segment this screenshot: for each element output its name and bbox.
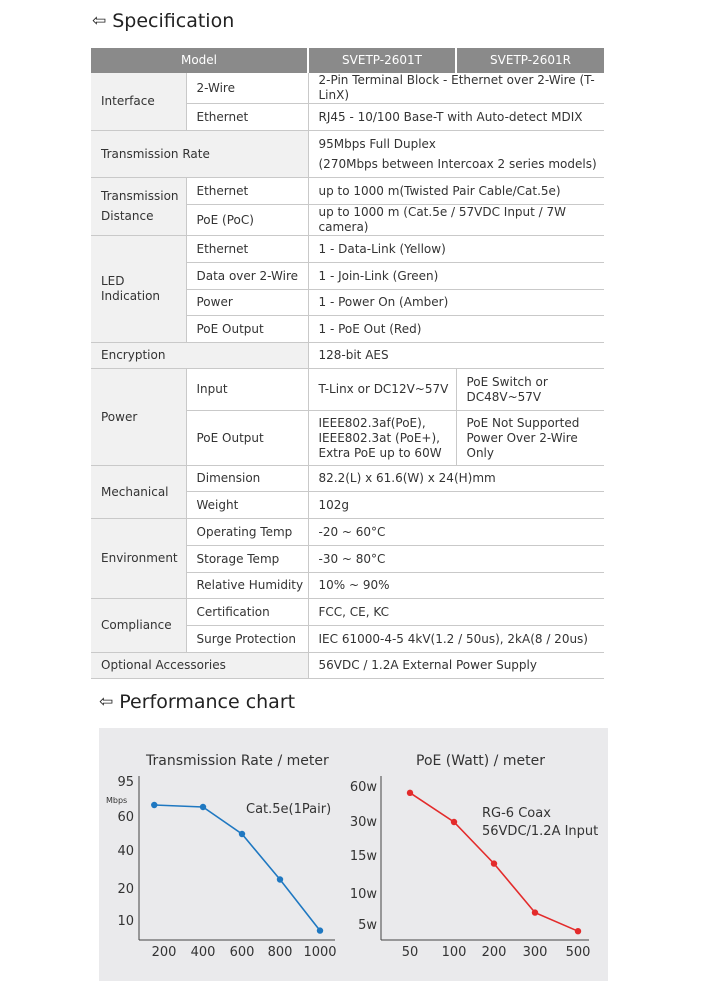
chart1-y-tick-label: 60 (117, 810, 134, 825)
value-distance-poc: up to 1000 m (Cat.5e / 57VDC Input / 7W camera) (308, 205, 604, 236)
value-line: DC48V~57V (466, 389, 542, 404)
table-row (91, 519, 604, 546)
chart2-x-tick-label: 200 (481, 945, 507, 960)
chart1-unit-label: Mbps (106, 796, 128, 805)
value-line: PoE Switch or (466, 374, 548, 389)
sub-dimension: Dimension (186, 466, 308, 492)
value-line: 95Mbps Full Duplex (318, 136, 436, 151)
header-svetp-2601r: SVETP-2601R (456, 48, 604, 73)
value-transmission-rate (308, 131, 604, 178)
chart2-y-tick-label: 30w (349, 815, 377, 830)
sub-ethernet: Ethernet (186, 236, 308, 263)
value-led-data: 1 - Join-Link (Green) (308, 263, 604, 290)
chart1-y-tick-label: 95 (117, 775, 134, 790)
chart1-data-point (151, 802, 157, 808)
value-optional-accessories: 56VDC / 1.2A External Power Supply (308, 653, 604, 679)
sub-poe-output: PoE Output (186, 411, 308, 466)
sub-input: Input (186, 369, 308, 411)
value-line: IEEE802.3at (PoE+), (318, 430, 440, 445)
value-operating-temp: -20 ~ 60°C (308, 519, 604, 546)
chart2-y-tick-label: 5w (358, 918, 377, 933)
sub-certification: Certification (186, 599, 308, 626)
value-line: PoE Not Supported (466, 415, 580, 430)
specification-table (91, 48, 604, 679)
group-transmission-rate: Transmission Rate (91, 131, 308, 178)
value-weight: 102g (308, 492, 604, 519)
table-row (91, 131, 604, 178)
table-row (91, 369, 604, 411)
chart1-data-point (239, 831, 245, 837)
value-power-input-t: T-Linx or DC12V~57V (308, 369, 456, 411)
table-row (91, 343, 604, 369)
value-encryption: 128-bit AES (308, 343, 604, 369)
chart2-data-point (407, 790, 413, 796)
chart1-title: Transmission Rate / meter (146, 753, 329, 769)
chart2-x-tick-label: 500 (565, 945, 591, 960)
chart2-annotation-line2: 56VDC/1.2A Input (482, 824, 599, 839)
sub-power: Power (186, 290, 308, 316)
chart1-y-tick-label: 20 (117, 882, 134, 897)
performance-heading (99, 691, 295, 713)
group-label-line: Transmission (101, 189, 179, 203)
performance-charts-svg (99, 728, 608, 981)
chart1-series-line (154, 805, 320, 931)
header-model: Model (91, 48, 308, 73)
value-led-ethernet: 1 - Data-Link (Yellow) (308, 236, 604, 263)
sub-ethernet: Ethernet (186, 104, 308, 131)
chart1-x-tick-label: 200 (151, 945, 177, 960)
group-transmission-distance (91, 178, 186, 236)
value-line: IEEE802.3af(PoE), (318, 415, 426, 430)
chart2-x-tick-label: 50 (401, 945, 419, 960)
sub-weight: Weight (186, 492, 308, 519)
chart2-y-tick-label: 60w (349, 780, 377, 795)
group-label-line: LED (101, 274, 125, 288)
arrow-left-icon: ⇦ (92, 11, 107, 31)
chart1-annotation: Cat.5e(1Pair) (246, 802, 332, 817)
performance-title: Performance chart (119, 691, 296, 713)
group-label-line: Distance (101, 209, 154, 223)
chart2-y-tick-label: 10w (349, 887, 377, 902)
chart2-data-point (451, 819, 457, 825)
value-certification: FCC, CE, KC (308, 599, 604, 626)
sub-ethernet: Ethernet (186, 178, 308, 205)
group-optional-accessories: Optional Accessories (91, 653, 308, 679)
group-encryption: Encryption (91, 343, 308, 369)
sub-poe-output: PoE Output (186, 316, 308, 343)
value-line: Extra PoE up to 60W (318, 445, 442, 460)
group-led-indication (91, 236, 186, 343)
value-2-wire: 2-Pin Terminal Block - Ethernet over 2-Wire (T-LinX) (308, 73, 604, 104)
table-row (91, 178, 604, 205)
group-mechanical: Mechanical (91, 466, 186, 519)
chart2-data-point (532, 909, 538, 915)
sub-data-over-2-wire: Data over 2-Wire (186, 263, 308, 290)
sub-surge-protection: Surge Protection (186, 626, 308, 653)
chart2-data-point (575, 928, 581, 934)
value-power-poe-t (308, 411, 456, 466)
group-label-line: Indication (101, 289, 161, 303)
value-ethernet: RJ45 - 10/100 Base-T with Auto-detect MDIX (308, 104, 604, 131)
chart2-annotation-line1: RG-6 Coax (482, 806, 551, 821)
value-line: (270Mbps between Intercoax 2 series models) (318, 156, 597, 171)
table-row (91, 466, 604, 492)
chart1-x-tick-label: 400 (190, 945, 216, 960)
chart1-y-tick-label: 10 (117, 914, 134, 929)
chart1-x-tick-label: 600 (229, 945, 255, 960)
performance-chart-panel (99, 728, 608, 981)
table-header-row (91, 48, 604, 73)
chart1-data-point (317, 927, 323, 933)
value-led-poe-output: 1 - PoE Out (Red) (308, 316, 604, 343)
value-storage-temp: -30 ~ 80°C (308, 546, 604, 573)
header-svetp-2601t: SVETP-2601T (308, 48, 456, 73)
chart1-y-tick-label: 40 (117, 844, 134, 859)
specification-title: Specification (112, 10, 235, 32)
chart1-data-point (277, 876, 283, 882)
sub-storage-temp: Storage Temp (186, 546, 308, 573)
specification-heading (92, 10, 234, 32)
value-led-power: 1 - Power On (Amber) (308, 290, 604, 316)
value-distance-ethernet: up to 1000 m(Twisted Pair Cable/Cat.5e) (308, 178, 604, 205)
sub-relative-humidity: Relative Humidity (186, 573, 308, 599)
group-power: Power (91, 369, 186, 466)
table-row (91, 236, 604, 263)
chart2-y-tick-label: 15w (349, 849, 377, 864)
value-relative-humidity: 10% ~ 90% (308, 573, 604, 599)
chart2-title: PoE (Watt) / meter (416, 753, 545, 769)
value-dimension: 82.2(L) x 61.6(W) x 24(H)mm (308, 466, 604, 492)
group-compliance: Compliance (91, 599, 186, 653)
sub-poe-poc: PoE (PoC) (186, 205, 308, 236)
chart2-x-tick-label: 100 (441, 945, 467, 960)
arrow-left-icon: ⇦ (99, 692, 114, 712)
chart1-x-tick-label: 800 (267, 945, 293, 960)
group-interface: Interface (91, 73, 186, 131)
chart2-data-point (491, 860, 497, 866)
value-power-input-r (456, 369, 604, 411)
value-line: Power Over 2-Wire Only (466, 430, 578, 460)
table-row (91, 653, 604, 679)
chart2-x-tick-label: 300 (522, 945, 548, 960)
value-power-poe-r (456, 411, 604, 466)
chart1-data-point (200, 804, 206, 810)
sub-2-wire: 2-Wire (186, 73, 308, 104)
table-row (91, 73, 604, 104)
group-environment: Environment (91, 519, 186, 599)
table-row (91, 599, 604, 626)
chart1-x-tick-label: 1000 (303, 945, 337, 960)
sub-operating-temp: Operating Temp (186, 519, 308, 546)
value-surge-protection: IEC 61000-4-5 4kV(1.2 / 50us), 2kA(8 / 20us) (308, 626, 604, 653)
